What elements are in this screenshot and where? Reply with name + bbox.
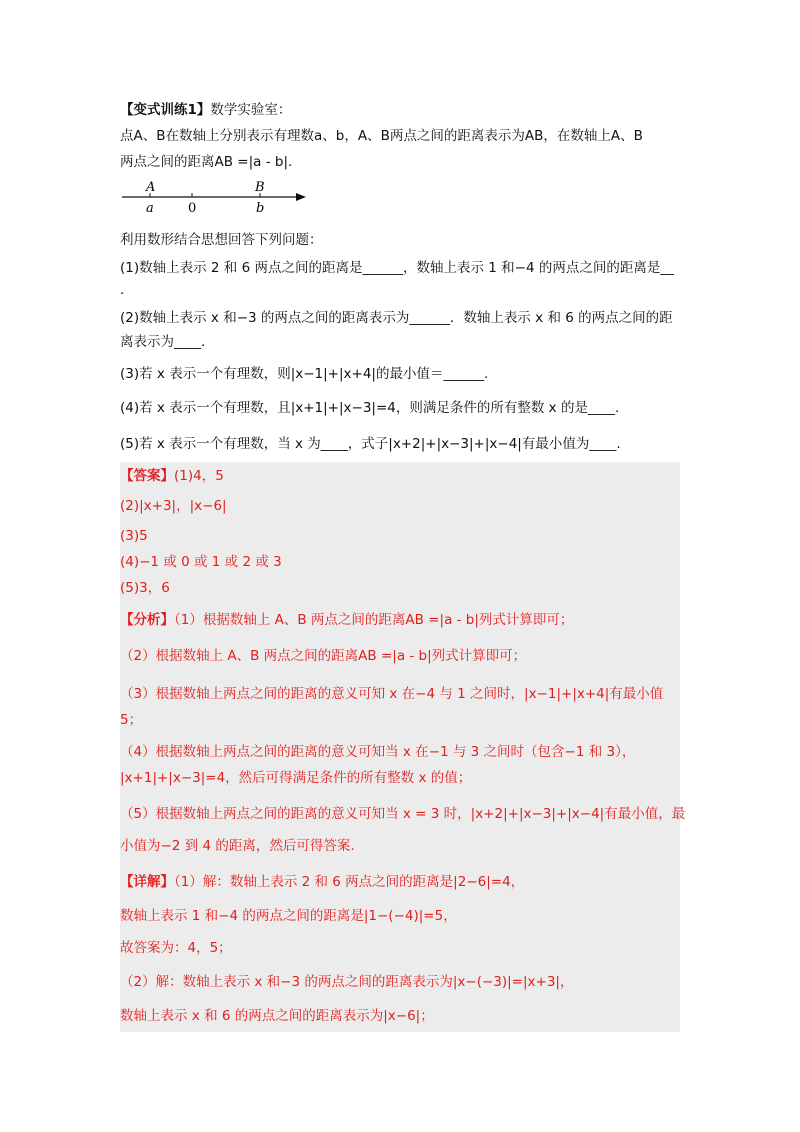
question-4: (4)若 x 表示一个有理数，且|x+1|+|x−3|=4，则满足条件的所有整数 x 的是____. <box>120 400 620 416</box>
analysis-4b: |x+1|+|x−3|=4，然后可得满足条件的所有整数 x 的值； <box>120 770 472 786</box>
axis-arrow-icon <box>296 193 306 201</box>
exercise-title: 【变式训练1】 <box>120 102 211 118</box>
detail-line-1 <box>120 872 524 892</box>
answer-2: (2)|x+3|，|x−6| <box>120 498 227 514</box>
value-a-label: a <box>146 201 154 216</box>
analysis-1: （1）根据数轴上 A、B 两点之间的距离AB =|a - b|列式计算即可； <box>174 612 574 628</box>
point-B-label: B <box>255 180 265 195</box>
intro-line-1: 点A、B在数轴上分别表示有理数a、b，A、B两点之间的距离表示为AB，在数轴上A、B <box>120 128 643 144</box>
value-b-label: b <box>256 201 265 216</box>
value-zero-label: 0 <box>188 201 197 216</box>
analysis-line-1 <box>120 610 573 630</box>
question-2-line-1: (2)数轴上表示 x 和−3 的两点之间的距离表示为______．数轴上表示 x 和 6 的两点之间的距 <box>120 310 673 326</box>
answer-1: (1)4，5 <box>174 468 224 484</box>
analysis-2: （2）根据数轴上 A、B 两点之间的距离AB =|a - b|列式计算即可； <box>120 648 527 664</box>
answer-label: 【答案】 <box>120 468 174 484</box>
number-line-svg <box>120 180 320 220</box>
analysis-4a: （4）根据数轴上两点之间的距离的意义可知当 x 在−1 与 3 之间时（包含−1 和 3）， <box>120 744 636 760</box>
question-prompt: 利用数形结合思想回答下列问题： <box>120 232 323 248</box>
analysis-5b: 小值为−2 到 4 的距离，然后可得答案. <box>120 838 355 854</box>
answer-line-1 <box>120 466 224 486</box>
analysis-3b: 5； <box>120 712 143 728</box>
question-1-line-1: (1)数轴上表示 2 和 6 两点之间的距离是______，数轴上表示 1 和−4 的两点之间的距离是__ <box>120 260 674 276</box>
question-2-line-2: 离表示为____. <box>120 334 206 350</box>
intro-line-2: 两点之间的距离AB =|a - b|. <box>120 154 293 170</box>
number-line-figure <box>120 180 320 220</box>
detail-4: （2）解：数轴上表示 x 和−3 的两点之间的距离表示为|x−(−3)|=|x+3|， <box>120 974 574 990</box>
answer-5: (5)3，6 <box>120 580 170 596</box>
point-A-label: A <box>146 180 156 195</box>
detail-2: 数轴上表示 1 和−4 的两点之间的距离是|1−(−4)|=5， <box>120 908 457 924</box>
analysis-label: 【分析】 <box>120 612 174 628</box>
question-5: (5)若 x 表示一个有理数，当 x 为____，式子|x+2|+|x−3|+|x−4|有最小值为____. <box>120 436 621 452</box>
question-3: (3)若 x 表示一个有理数，则|x−1|+|x+4|的最小值＝______. <box>120 366 489 382</box>
detail-label: 【详解】 <box>120 874 174 890</box>
exercise-heading <box>120 100 291 120</box>
question-1-line-2: . <box>120 282 125 298</box>
analysis-3a: （3）根据数轴上两点之间的距离的意义可知 x 在−4 与 1 之间时，|x−1|+|x+4|有最小值 <box>120 686 664 702</box>
detail-5: 数轴上表示 x 和 6 的两点之间的距离表示为|x−6|； <box>120 1008 434 1024</box>
exercise-subtitle: 数学实验室： <box>210 102 292 118</box>
answer-4: (4)−1 或 0 或 1 或 2 或 3 <box>120 554 282 570</box>
analysis-5a: （5）根据数轴上两点之间的距离的意义可知当 x = 3 时，|x+2|+|x−3|+|x−4|有最小值，最 <box>120 806 686 822</box>
detail-3: 故答案为：4，5； <box>120 940 232 956</box>
detail-1: （1）解：数轴上表示 2 和 6 两点之间的距离是|2−6|=4， <box>174 874 525 890</box>
answer-3: (3)5 <box>120 528 148 544</box>
